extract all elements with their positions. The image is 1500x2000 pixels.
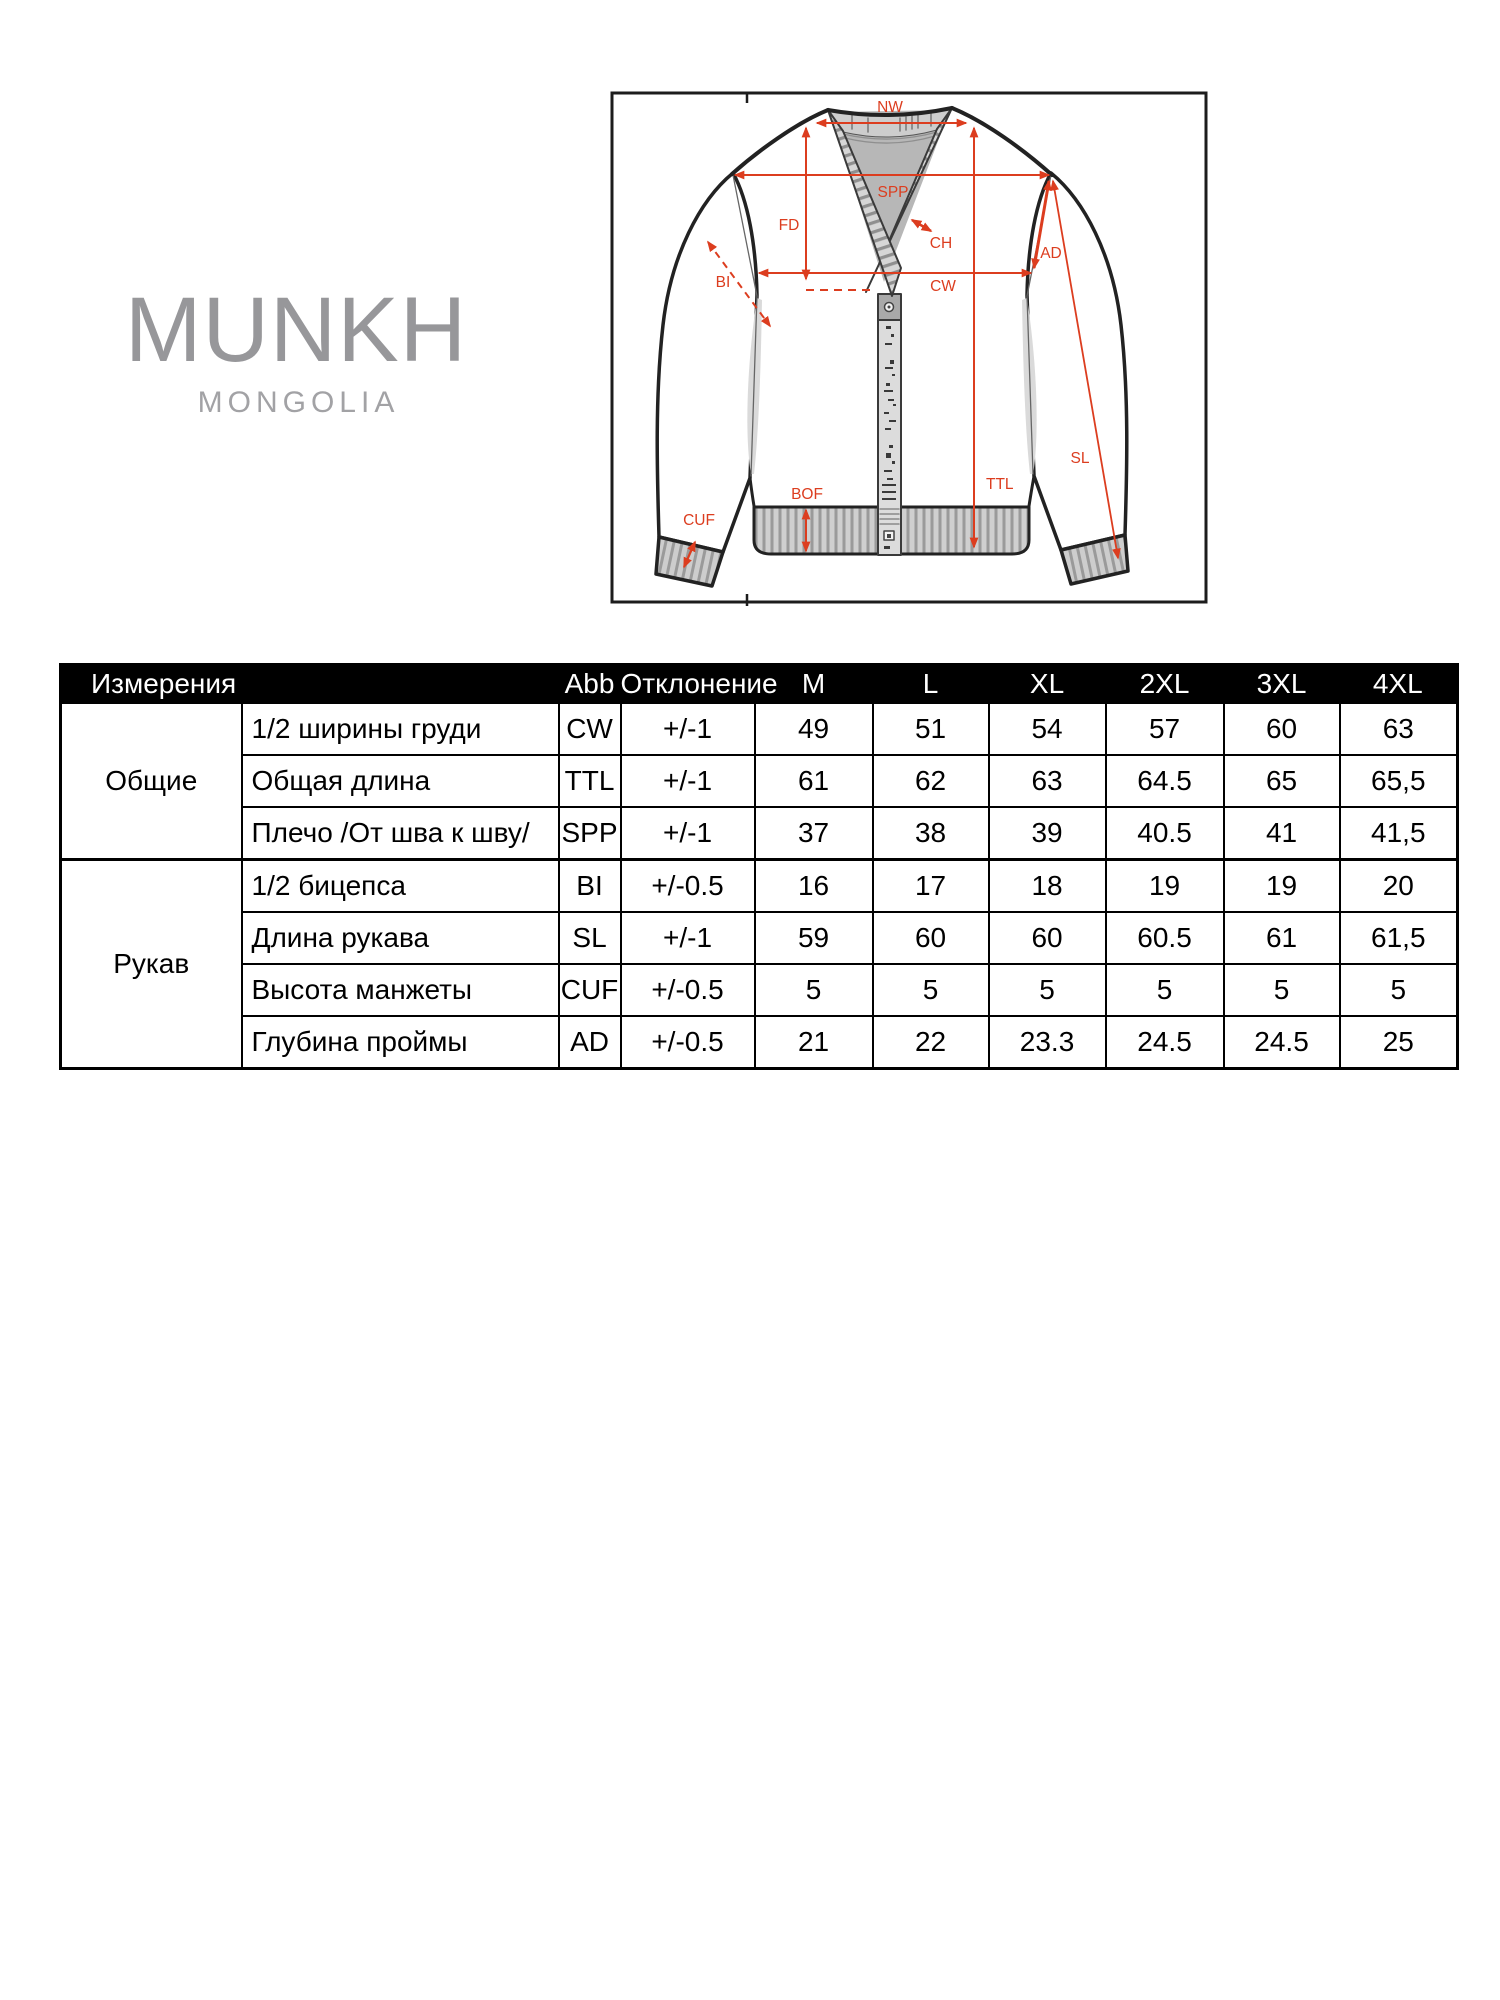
table-row	[61, 1016, 1458, 1069]
size-value-4xl: 61,5	[1340, 912, 1458, 964]
size-value-xl: 39	[989, 807, 1106, 860]
deviation: +/-0.5	[621, 964, 755, 1016]
size-value-4xl: 63	[1340, 703, 1458, 755]
measurement-name: 1/2 бицепса	[242, 859, 559, 912]
measure-label-ad: AD	[1040, 245, 1062, 262]
size-value-m: 59	[755, 912, 873, 964]
measure-label-nw: NW	[877, 99, 903, 116]
deviation: +/-0.5	[621, 859, 755, 912]
size-value-2xl: 64.5	[1106, 755, 1224, 807]
size-value-l: 62	[873, 755, 989, 807]
size-value-l: 51	[873, 703, 989, 755]
size-value-3xl: 41	[1224, 807, 1340, 860]
measurement-name: Плечо /От шва к шву/	[242, 807, 559, 860]
abbreviation: BI	[559, 859, 621, 912]
size-value-3xl: 65	[1224, 755, 1340, 807]
measure-label-spp: SPP	[877, 184, 909, 201]
measurement-name: Высота манжеты	[242, 964, 559, 1016]
size-value-3xl: 60	[1224, 703, 1340, 755]
table-row	[61, 912, 1458, 964]
table-row	[61, 807, 1458, 860]
measure-label-cuf: CUF	[683, 512, 715, 529]
table-row	[61, 859, 1458, 912]
deviation: +/-1	[621, 703, 755, 755]
size-value-2xl: 40.5	[1106, 807, 1224, 860]
measure-label-ch: CH	[929, 235, 953, 252]
measurement-name: 1/2 ширины груди	[242, 703, 559, 755]
table-row	[61, 755, 1458, 807]
measurement-name: Глубина проймы	[242, 1016, 559, 1069]
size-value-xl: 18	[989, 859, 1106, 912]
size-value-m: 37	[755, 807, 873, 860]
measurement-name: Общая длина	[242, 755, 559, 807]
size-value-xl: 23.3	[989, 1016, 1106, 1069]
size-value-xl: 5	[989, 964, 1106, 1016]
header-size-3xl: 3XL	[1256, 667, 1307, 699]
size-value-2xl: 5	[1106, 964, 1224, 1016]
header-measurements: Измерения	[91, 667, 237, 699]
abbreviation: SL	[559, 912, 621, 964]
size-value-2xl: 24.5	[1106, 1016, 1224, 1069]
measure-label-ttl: TTL	[986, 476, 1014, 493]
measure-label-bi: BI	[715, 274, 731, 291]
size-value-l: 5	[873, 964, 989, 1016]
size-value-xl: 60	[989, 912, 1106, 964]
group-label: Рукав	[61, 859, 242, 1068]
size-value-m: 21	[755, 1016, 873, 1069]
size-table	[59, 663, 1459, 1070]
size-value-4xl: 65,5	[1340, 755, 1458, 807]
size-value-4xl: 5	[1340, 964, 1458, 1016]
size-value-xl: 63	[989, 755, 1106, 807]
table-header-row	[61, 665, 1458, 703]
size-value-4xl: 41,5	[1340, 807, 1458, 860]
header-size-2xl: 2XL	[1139, 667, 1190, 699]
brand-subtitle: MONGOLIA	[197, 386, 400, 419]
measure-label-sl: SL	[1070, 450, 1090, 467]
size-value-xl: 54	[989, 703, 1106, 755]
abbreviation: AD	[559, 1016, 621, 1069]
size-value-l: 22	[873, 1016, 989, 1069]
size-value-l: 60	[873, 912, 989, 964]
measurement-name: Длина рукава	[242, 912, 559, 964]
measure-label-fd: FD	[778, 217, 800, 234]
deviation: +/-0.5	[621, 1016, 755, 1069]
header-deviation: Отклонение	[620, 667, 778, 699]
size-value-2xl: 19	[1106, 859, 1224, 912]
header-size-m: M	[801, 667, 826, 699]
header-size-l: L	[922, 667, 939, 699]
abbreviation: CW	[559, 703, 621, 755]
measure-label-cw: CW	[930, 278, 956, 295]
size-value-3xl: 24.5	[1224, 1016, 1340, 1069]
size-value-m: 49	[755, 703, 873, 755]
group-label: Общие	[61, 703, 242, 860]
size-value-3xl: 61	[1224, 912, 1340, 964]
size-value-4xl: 25	[1340, 1016, 1458, 1069]
deviation: +/-1	[621, 755, 755, 807]
size-value-m: 16	[755, 859, 873, 912]
size-value-2xl: 60.5	[1106, 912, 1224, 964]
garment-diagram	[610, 90, 1210, 606]
brand-name: MUNKH	[124, 279, 468, 381]
size-value-2xl: 57	[1106, 703, 1224, 755]
size-value-3xl: 5	[1224, 964, 1340, 1016]
deviation: +/-1	[621, 912, 755, 964]
header-size-4xl: 4XL	[1372, 667, 1423, 699]
size-value-4xl: 20	[1340, 859, 1458, 912]
size-value-m: 61	[755, 755, 873, 807]
size-value-l: 38	[873, 807, 989, 860]
table-row	[61, 703, 1458, 755]
brand-logo	[123, 279, 469, 419]
measure-label-bof: BOF	[791, 486, 823, 503]
deviation: +/-1	[621, 807, 755, 860]
size-value-l: 17	[873, 859, 989, 912]
abbreviation: SPP	[559, 807, 621, 860]
header-abb: Abb	[564, 667, 615, 699]
header-size-xl: XL	[1029, 667, 1065, 699]
size-value-m: 5	[755, 964, 873, 1016]
size-value-3xl: 19	[1224, 859, 1340, 912]
table-row	[61, 964, 1458, 1016]
abbreviation: TTL	[559, 755, 621, 807]
abbreviation: CUF	[559, 964, 621, 1016]
